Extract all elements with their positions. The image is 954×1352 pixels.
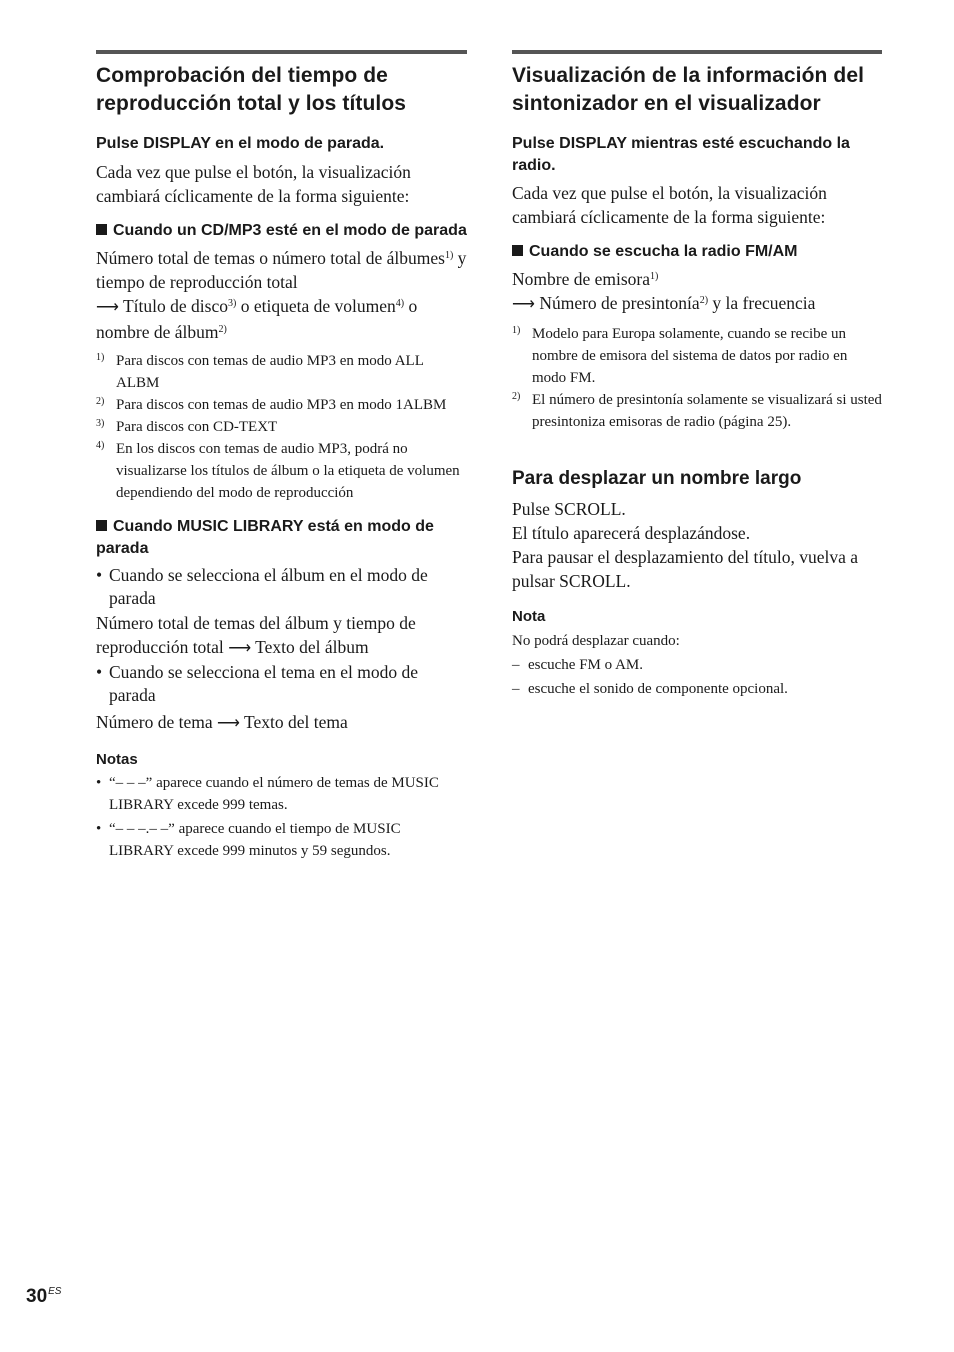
note-text: escuche FM o AM. <box>528 657 643 673</box>
footnote-number: 2) <box>512 391 521 402</box>
sequence-text: Nombre de emisora <box>512 269 651 289</box>
page-number <box>26 1280 61 1309</box>
footnote-ref: 1) <box>444 249 454 261</box>
sequence-text: Texto del tema <box>239 711 348 732</box>
sequence-text: y la frecuencia <box>708 293 816 313</box>
footnote <box>96 394 467 416</box>
footnote-text: En los discos con temas de audio MP3, podrá no visualizarse los títulos de álbum o la etiqueta de volumen dependiendo del modo de reproducción <box>116 440 460 501</box>
note-item <box>96 772 467 817</box>
arrow-right-icon: ⟶ <box>228 639 252 657</box>
section-rule <box>96 50 467 54</box>
display-sequence <box>96 611 467 661</box>
note-text: “– – –” aparece cuando el número de temas de MUSIC LIBRARY excede 999 temas. <box>109 774 439 813</box>
dash-bullet-icon: – <box>512 657 520 673</box>
footnote-text: El número de presintonía solamente se visualizará si usted presintoniza emisoras de radio (página 25). <box>532 392 882 430</box>
footnote <box>512 323 882 389</box>
step-instruction: Pulse DISPLAY mientras esté escuchando la radio. <box>512 135 850 174</box>
arrow-right-icon: ⟶ <box>217 714 240 732</box>
sequence-text: y tiempo de reproducción total <box>96 247 467 292</box>
subheading <box>512 241 882 263</box>
footnote-list <box>96 350 467 504</box>
bullet-icon: • <box>96 564 103 585</box>
arrow-right-icon: ⟶ <box>512 296 535 313</box>
section-rule <box>512 50 882 54</box>
section-subtitle: Para desplazar un nombre largo <box>512 468 802 489</box>
sequence-text: Número de presintonía <box>534 293 700 313</box>
sequence-text: Título de disco <box>118 295 228 316</box>
list-item <box>96 661 467 708</box>
subheading-text: Cuando se escucha la radio FM/AM <box>529 243 798 260</box>
footnote <box>96 438 467 504</box>
footnote-ref: 2) <box>218 323 227 335</box>
footnote-text: Para discos con temas de audio MP3 en modo 1ALBM <box>116 396 447 413</box>
notes-title: Notas <box>96 750 138 768</box>
display-sequence <box>96 710 467 736</box>
paragraph-line: El título aparecerá desplazándose. <box>512 523 751 543</box>
footnote-ref: 1) <box>650 271 659 282</box>
footnote-number: 1) <box>512 325 521 336</box>
footnote-list <box>512 323 882 433</box>
list-item <box>96 564 467 611</box>
note-title: Nota <box>512 608 546 625</box>
sequence-text: Número de tema <box>96 711 213 732</box>
footnote <box>512 389 882 433</box>
subheading <box>96 516 467 560</box>
footnote-text: Para discos con CD-TEXT <box>116 418 278 435</box>
sequence-text: Número total de temas o número total de álbumes <box>96 247 445 268</box>
list-item-text: Cuando se selecciona el álbum en el modo de parada <box>109 564 428 608</box>
subheading <box>96 220 467 242</box>
display-sequence <box>96 246 467 344</box>
footnote-ref: 3) <box>227 297 237 309</box>
sequence-text: o nombre de álbum <box>96 295 418 342</box>
paragraph-line: Pulse SCROLL. <box>512 499 626 519</box>
bullet-icon: • <box>96 820 102 837</box>
note-intro: No podrá desplazar cuando: <box>512 633 680 649</box>
section-title: Visualización de la información del sintonizador en el visualizador <box>512 64 865 115</box>
note-text: escuche el sonido de componente opcional. <box>528 681 788 697</box>
footnote-ref: 2) <box>699 295 709 306</box>
sequence-text: o etiqueta de volumen <box>236 295 396 316</box>
intro-paragraph: Cada vez que pulse el botón, la visualización cambiará cíclicamente de la forma siguiente: <box>96 161 411 206</box>
subheading-text: Cuando un CD/MP3 esté en el modo de parada <box>113 221 467 239</box>
bullet-icon: • <box>96 774 102 791</box>
square-bullet-icon <box>512 245 523 256</box>
footnote-ref: 4) <box>395 297 405 309</box>
sequence-text: Texto del álbum <box>251 636 369 657</box>
intro-paragraph: Cada vez que pulse el botón, la visualización cambiará cíclicamente de la forma siguiente: <box>512 183 827 227</box>
section-title: Comprobación del tiempo de reproducción total y los títulos <box>96 64 407 115</box>
paragraph-line: Para pausar el desplazamiento del título, vuelva a pulsar SCROLL. <box>512 547 858 591</box>
footnote-text: Modelo para Europa solamente, cuando se recibe un nombre de emisora del sistema de datos por radio en modo FM. <box>532 326 848 386</box>
footnote-number: 2) <box>96 395 105 407</box>
dash-bullet-icon: – <box>512 681 520 697</box>
square-bullet-icon <box>96 224 107 235</box>
arrow-right-icon: ⟶ <box>96 298 119 316</box>
bullet-icon: • <box>96 661 103 682</box>
footnote <box>96 350 467 394</box>
page-language-suffix: ES <box>48 1286 62 1297</box>
left-column <box>96 50 467 864</box>
note-item <box>512 653 882 677</box>
step-instruction: Pulse DISPLAY en el modo de parada. <box>96 135 385 152</box>
footnote <box>96 416 467 438</box>
footnote-number: 3) <box>96 417 105 429</box>
footnote-number: 1) <box>96 351 105 363</box>
note-text: “– – –.– –” aparece cuando el tiempo de MUSIC LIBRARY excede 999 minutos y 59 segundos. <box>109 820 401 859</box>
square-bullet-icon <box>96 520 107 531</box>
display-sequence <box>512 267 882 317</box>
subheading-text: Cuando MUSIC LIBRARY está en modo de parada <box>96 517 434 557</box>
sequence-text: Número total de temas del álbum y tiempo de reproducción total <box>96 612 416 657</box>
right-column <box>512 50 882 701</box>
footnote-text: Para discos con temas de audio MP3 en modo ALL ALBM <box>116 352 424 391</box>
footnote-number: 4) <box>96 439 105 451</box>
list-item-text: Cuando se selecciona el tema en el modo de parada <box>109 661 419 705</box>
note-item <box>512 677 882 701</box>
note-item <box>96 818 467 863</box>
page-number-value: 30 <box>26 1286 48 1307</box>
